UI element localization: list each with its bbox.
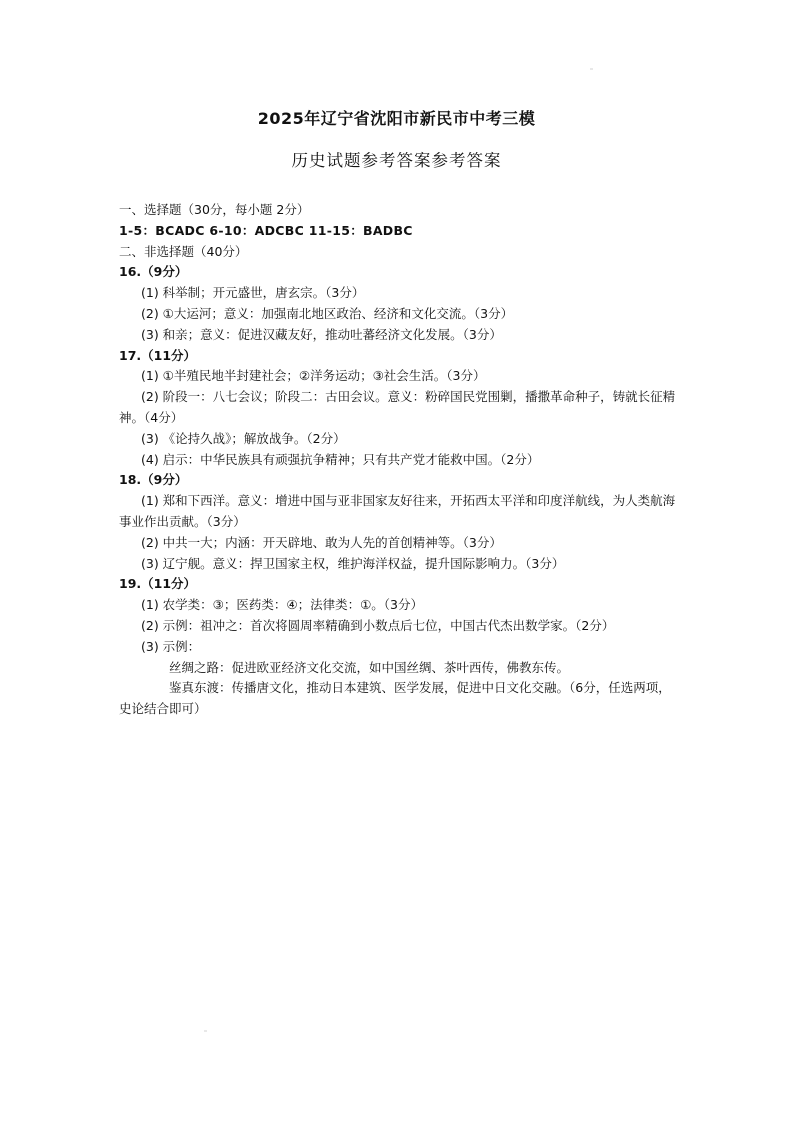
question-19-answer-1: (1) 农学类：③；医药类：④；法律类：①。（3分） <box>141 597 424 613</box>
question-16-answer-3: (3) 和亲；意义：促进汉藏友好，推动吐蕃经济文化发展。（3分） <box>141 326 502 342</box>
choice-answers: 1-5：BCADC 6-10：ADCBC 11-15：BADBC <box>119 222 413 238</box>
question-17-answer-1: (1) ①半殖民地半封建社会；②洋务运动；③社会生活。（3分） <box>141 368 486 384</box>
question-17-answer-4: (4) 启示：中华民族具有顽强抗争精神；只有共产党才能救中国。（2分） <box>141 451 540 467</box>
document-subtitle: 历史试题参考答案参考答案 <box>291 151 502 170</box>
question-18-answer-1: (1) 郑和下西洋。意义：增进中国与亚非国家友好往来，开拓西太平洋和印度洋航线，为人类航海事业作出贡献。（3分） <box>119 493 676 529</box>
question-19-example-1: 丝绸之路：促进欧亚经济文化交流，如中国丝绸、茶叶西传，佛教东传。 <box>169 659 570 675</box>
question-18-heading: 18.（9分） <box>119 472 188 488</box>
question-17-answer-3: (3) 《论持久战》；解放战争。（2分） <box>141 430 346 446</box>
answer-content <box>119 200 679 720</box>
question-17-answer-2: (2) 阶段一：八七会议；阶段二：古田会议。意义：粉碎国民党围剿，播撒革命种子，铸就长征精神。（4分） <box>119 389 676 425</box>
question-16-answer-1: (1) 科举制；开元盛世，唐玄宗。（3分） <box>141 285 365 301</box>
question-16-answer-2: (2) ①大运河；意义：加强南北地区政治、经济和文化交流。（3分） <box>141 305 514 321</box>
section-nonchoice-heading: 二、非选择题（40分） <box>119 243 248 259</box>
question-19-heading: 19.（11分） <box>119 576 197 592</box>
question-19-answer-3: (3) 示例： <box>141 638 201 654</box>
scan-speck <box>590 68 593 70</box>
question-17-heading: 17.（11分） <box>119 347 197 363</box>
question-18-answer-3: (3) 辽宁舰。意义：捍卫国家主权，维护海洋权益，提升国际影响力。（3分） <box>141 555 565 571</box>
scan-speck <box>204 1030 207 1032</box>
section-choice-heading: 一、选择题（30分，每小题 2分） <box>119 202 310 217</box>
question-19-answer-2: (2) 示例：祖冲之：首次将圆周率精确到小数点后七位，中国古代杰出数学家。（2分） <box>141 617 615 633</box>
document-title: 2025年辽宁省沈阳市新民市中考三模 <box>257 109 536 128</box>
question-19-example-2: 鉴真东渡：传播唐文化，推动日本建筑、医学发展，促进中日文化交融。（6分，任选两项，史论结合即可） <box>119 680 671 717</box>
question-18-answer-2: (2) 中共一大；内涵：开天辟地、敢为人先的首创精神等。（3分） <box>141 534 502 550</box>
question-16-heading: 16.（9分） <box>119 264 188 280</box>
